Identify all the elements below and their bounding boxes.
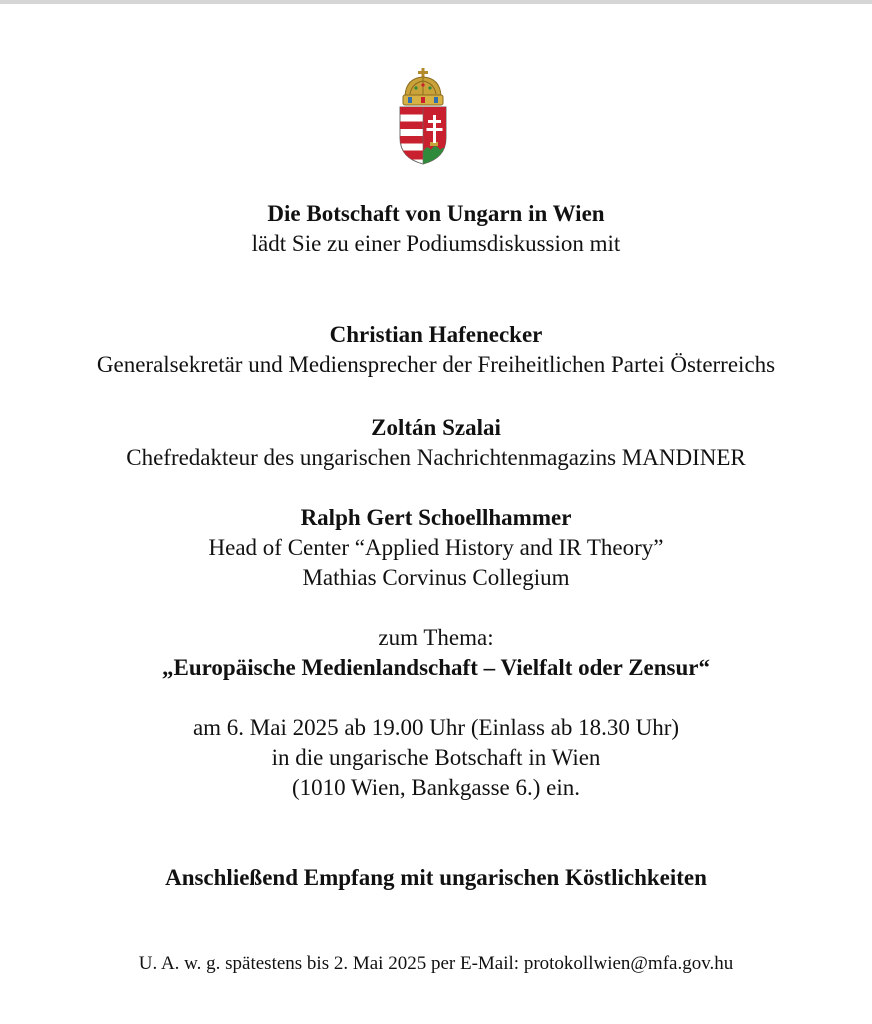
speaker-name: Zoltán Szalai [371,415,501,440]
invite-line: lädt Sie zu einer Podiumsdiskussion mit [251,231,621,256]
reception-note: Anschließend Empfang mit ungarischen Köstlichkeiten [165,865,707,890]
hungarian-coat-of-arms-icon [396,66,450,166]
event-venue: in die ungarische Botschaft in Wien [271,745,601,770]
rsvp-line: U. A. w. g. spätestens bis 2. Mai 2025 per E-Mail: protokollwien@mfa.gov.hu [138,953,734,974]
topic-title: „Europäische Medienlandschaft – Vielfalt oder Zensur“ [162,655,710,680]
event-address: (1010 Wien, Bankgasse 6.) ein. [291,775,580,800]
speaker-name: Christian Hafenecker [329,322,543,347]
topic-intro: zum Thema: [378,625,494,650]
speaker-role: Head of Center “Applied History and IR Theory” [208,535,664,560]
speaker-role: Generalsekretär und Mediensprecher der Freiheitlichen Partei Österreichs [96,352,776,377]
speaker-role: Chefredakteur des ungarischen Nachrichtenmagazins MANDINER [126,445,746,470]
host-line: Die Botschaft von Ungarn in Wien [267,201,605,226]
event-datetime: am 6. Mai 2025 ab 19.00 Uhr (Einlass ab 18.30 Uhr) [192,715,680,740]
speaker-affiliation: Mathias Corvinus Collegium [302,565,570,590]
speaker-name: Ralph Gert Schoellhammer [300,505,572,530]
